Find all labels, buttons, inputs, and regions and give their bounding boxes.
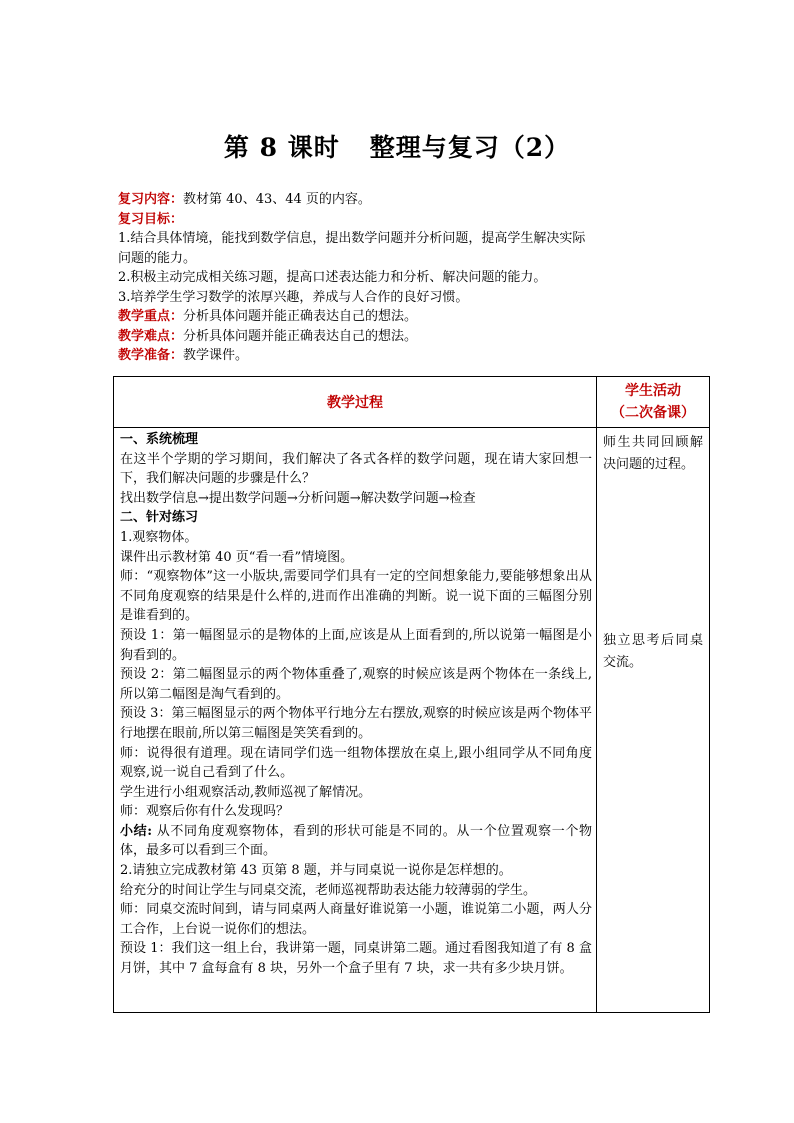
process-line: 预设 3：第三幅图显示的两个物体平行地分左右摆放,观察的时候应该是两个物体平行地摆在眼前,所以第三幅图是笑笑看到的。 [120, 706, 592, 741]
difficulty-label: 教学难点： [118, 328, 184, 344]
summary-text: 从不同角度观察物体，看到的形状可能是不同的。从一个位置观察一个物体，最多可以看到三个面。 [120, 823, 592, 859]
process-line [120, 822, 592, 861]
difficulty-row [118, 327, 598, 347]
difficulty-text: 分析具体问题并能正确表达自己的想法。 [183, 328, 418, 344]
activity-header-line1: 学生活动 [625, 383, 681, 399]
lesson-table [113, 376, 710, 1013]
review-content-label: 复习内容： [118, 192, 184, 207]
review-goal-3: 3.培养学生学习数学的浓厚兴趣，养成与人合作的良好习惯。 [118, 289, 469, 305]
process-line: 找出数学信息→提出数学问题→分析问题→解决数学问题→检查 [120, 490, 476, 506]
key-point-text: 分析具体问题并能正确表达自己的想法。 [183, 309, 418, 324]
preparation-text: 教学课件。 [183, 348, 249, 363]
table-body-row [114, 428, 710, 1013]
process-line: 预设 2：第二幅图显示的两个物体重叠了,观察的时候应该是两个物体在一条线上,所以第二幅图是淘气看到的。 [120, 667, 592, 702]
summary-label: 小结: [120, 823, 153, 839]
key-point-row [118, 307, 598, 327]
process-line: 给充分的时间让学生与同桌交流，老师巡视帮助表达能力较薄弱的学生。 [120, 882, 537, 898]
process-line: 二、针对练习 [120, 510, 199, 526]
review-content-text: 教材第 40、43、44 页的内容。 [183, 192, 371, 207]
process-line: 1.观察物体。 [120, 529, 198, 545]
review-goals-row [118, 210, 598, 230]
table-header-row [114, 377, 710, 428]
teaching-process-cell [114, 428, 597, 1013]
process-line: 师：说得很有道理。现在请同学们选一组物体摆放在桌上,跟小组同学从不同角度观察,说一说自己看到了什么。 [120, 745, 592, 781]
preparation-label: 教学准备： [118, 348, 184, 363]
lesson-topic: 整理与复习（2） [369, 133, 571, 162]
review-content-row [118, 190, 598, 210]
lesson-meta [118, 190, 598, 366]
process-line: 课件出示教材第 40 页“看一看”情境图。 [120, 549, 354, 565]
process-line: 预设 1：第一幅图显示的是物体的上面,应该是从上面看到的,所以说第一幅图是小狗看到的。 [120, 627, 592, 663]
review-goals-label: 复习目标： [118, 211, 184, 227]
process-line: 预设 1：我们这一组上台，我讲第一题，同桌讲第二题。通过看图我知道了有 8 盒月饼，其中 7 盒每盒有 8 块，另外一个盒子里有 7 块，求一共有多少块月饼。 [120, 941, 592, 977]
key-point-label: 教学重点： [118, 309, 184, 324]
activity-header [597, 377, 710, 428]
side-note-2: 独立思考后同桌交流。 [603, 633, 703, 670]
process-line: 师：观察后你有什么发现吗？ [120, 804, 290, 820]
process-header: 教学过程 [114, 377, 597, 428]
activity-header-line2: （二次备课） [611, 405, 695, 421]
side-note-1: 师生共同回顾解决问题的过程。 [603, 435, 703, 472]
lesson-number: 第 8 课时 [223, 133, 340, 162]
process-line: 在这半个学期的学习期间，我们解决了各式各样的数学问题，现在请大家回想一下，我们解决问题的步骤是什么？ [120, 451, 592, 487]
student-activity-cell [597, 428, 710, 1013]
page-title [0, 128, 794, 164]
review-goal-1: 1.结合具体情境，能找到数学信息，提出数学问题并分析问题，提高学生解决实际问题的能力。 [118, 231, 586, 266]
process-line: 2.请独立完成教材第 43 页第 8 题，并与同桌说一说你是怎样想的。 [120, 863, 512, 879]
review-goal-2: 2.积极主动完成相关练习题，提高口述表达能力和分析、解决问题的能力。 [118, 270, 547, 285]
preparation-row [118, 346, 598, 366]
process-line: 一、系统梳理 [120, 432, 199, 447]
process-line: 师：“观察物体”这一小版块,需要同学们具有一定的空间想象能力,要能够想象出从不同角度观察的结果是什么样的,进而作出准确的判断。说一说下面的三幅图分别是谁看到的。 [120, 569, 592, 624]
process-line: 学生进行小组观察活动,教师巡视了解情况。 [120, 784, 372, 800]
process-line: 师：同桌交流时间到，请与同桌两人商量好谁说第一小题，谁说第二小题，两人分工合作，上台说一说你们的想法。 [120, 902, 592, 937]
